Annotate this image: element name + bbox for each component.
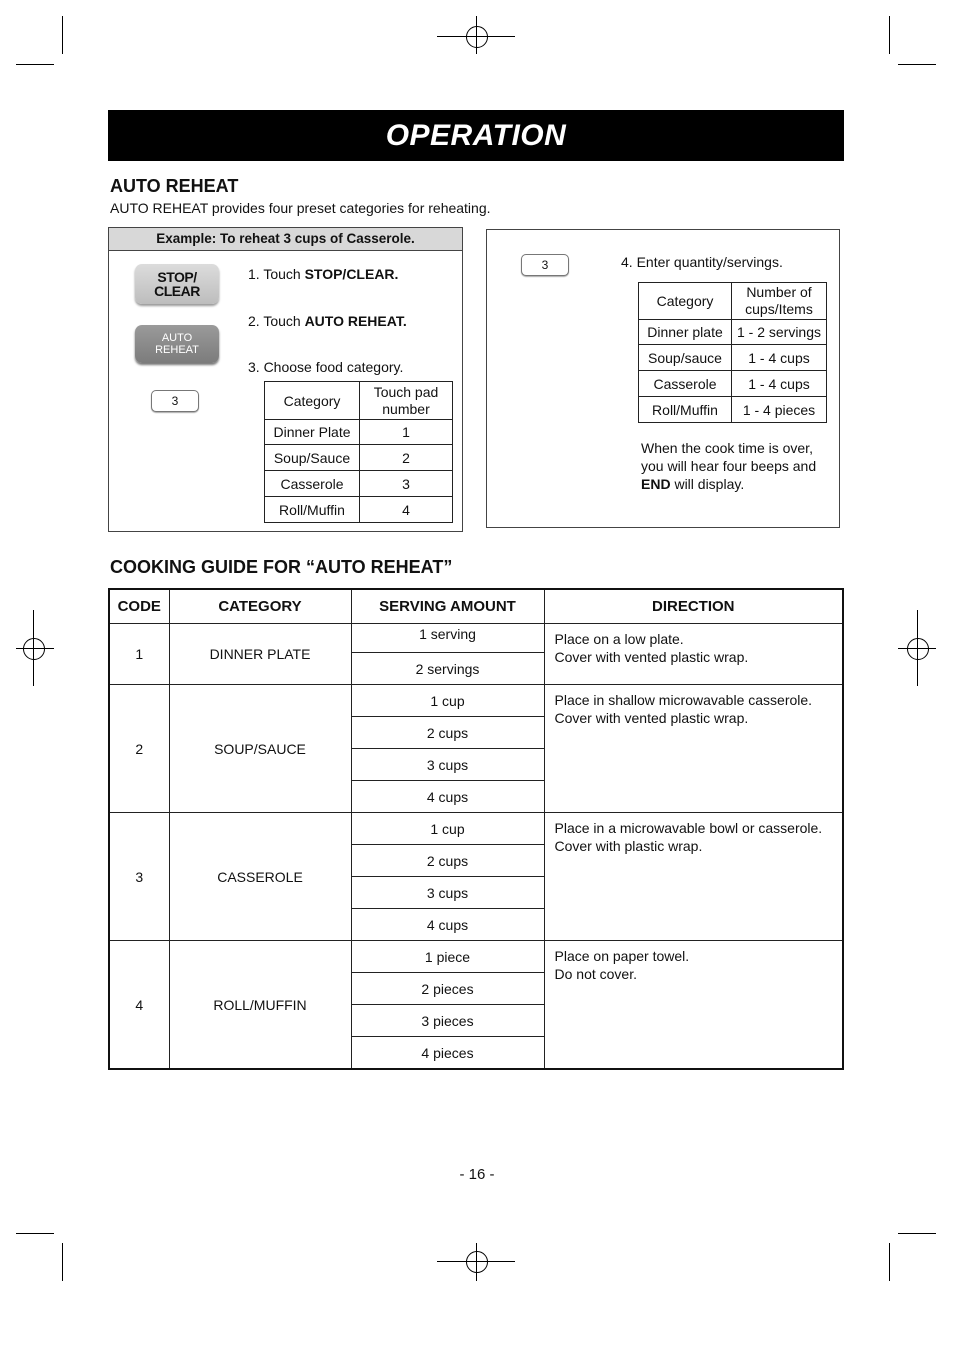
table-row [265,471,453,497]
code-cell: 2 [109,685,169,813]
table-header-row [265,382,453,420]
stop-clear-key-line2: CLEAR [154,283,200,299]
table-header: CATEGORY [169,589,351,624]
direction-cell: Place on a low plate. Cover with vented plastic wrap. [544,624,843,685]
amount-cell: 4 cups [351,781,544,813]
stop-clear-key[interactable] [135,264,219,304]
direction-cell: Place in a microwavable bowl or casserole. Cover with plastic wrap. [544,813,843,941]
table-cell: 1 - 4 pieces [732,397,827,423]
table-cell: Casserole [639,371,732,397]
number-key-3[interactable]: 3 [151,390,199,412]
end-note [641,439,816,493]
table-row [639,345,827,371]
table-cell: 1 - 4 cups [732,345,827,371]
table-cell: 1 [360,420,453,445]
page-number: - 16 - [459,1166,495,1183]
direction-cell: Place in shallow microwavable casserole. Cover with vented plastic wrap. [544,685,843,813]
cooking-guide-table [108,588,844,1070]
amount-cell: 3 pieces [351,1005,544,1037]
table-header: Touch pad number [360,382,453,420]
table-header-row [639,283,827,320]
table-cell: Soup/Sauce [265,445,360,471]
amount-cell: 4 cups [351,909,544,941]
table-cell: Dinner plate [639,320,732,345]
table-cell: Roll/Muffin [265,497,360,523]
cooking-guide-heading: COOKING GUIDE FOR “AUTO REHEAT” [110,557,453,577]
amount-cell: 1 cup [351,685,544,717]
table-header: Category [639,283,732,320]
table-cell: 4 [360,497,453,523]
page-banner-title: OPERATION [108,110,844,161]
amount-cell: 3 cups [351,749,544,781]
table-cell: Roll/Muffin [639,397,732,423]
direction-cell: Place on paper towel. Do not cover. [544,941,843,1070]
auto-reheat-key-line2: REHEAT [155,344,199,356]
table-cell: 2 [360,445,453,471]
table-row [639,397,827,423]
table-row [109,624,843,653]
table-header-row [109,589,843,624]
amount-cell: 2 servings [351,653,544,685]
table-row [109,941,843,973]
table-cell: Dinner Plate [265,420,360,445]
auto-reheat-key[interactable] [135,325,219,363]
table-cell: 1 - 4 cups [732,371,827,397]
amount-cell: 1 serving [351,624,544,653]
auto-reheat-key-line1: AUTO [161,332,193,344]
code-cell: 1 [109,624,169,685]
table-header: SERVING AMOUNT [351,589,544,624]
category-cell: ROLL/MUFFIN [169,941,351,1070]
amount-cell: 1 piece [351,941,544,973]
table-cell: 3 [360,471,453,497]
end-note-line2: you will hear four beeps and [641,458,817,474]
step-4: 4. Enter quantity/servings. [621,254,783,270]
table-row [265,420,453,445]
step-3: 3. Choose food category. [248,359,404,375]
table-row [109,813,843,845]
number-key-3[interactable]: 3 [521,254,569,276]
table-cell: 1 - 2 servings [732,320,827,345]
category-cell: SOUP/SAUCE [169,685,351,813]
table-header: Number of cups/Items [732,283,827,320]
table-header: Category [265,382,360,420]
code-cell: 4 [109,941,169,1070]
code-cell: 3 [109,813,169,941]
amount-cell: 1 cup [351,813,544,845]
table-cell: Casserole [265,471,360,497]
amount-cell: 2 pieces [351,973,544,1005]
auto-reheat-intro: AUTO REHEAT provides four preset categories for reheating. [110,200,491,216]
amount-cell: 4 pieces [351,1037,544,1070]
step-1: 1. Touch STOP/CLEAR. [248,266,399,282]
end-note-line3: END will display. [641,476,745,492]
table-row [639,320,827,345]
table-cell: Soup/sauce [639,345,732,371]
auto-reheat-heading: AUTO REHEAT [110,176,239,196]
category-cell: DINNER PLATE [169,624,351,685]
category-cell: CASSEROLE [169,813,351,941]
stop-clear-key-line1: STOP/ [157,269,197,285]
step-2: 2. Touch AUTO REHEAT. [248,313,407,329]
table-header: CODE [109,589,169,624]
quantity-table [638,282,827,423]
table-row [265,445,453,471]
table-row [109,685,843,717]
table-row [265,497,453,523]
example-title: Example: To reheat 3 cups of Casserole. [109,228,462,251]
amount-cell: 3 cups [351,877,544,909]
table-header: DIRECTION [544,589,843,624]
amount-cell: 2 cups [351,717,544,749]
amount-cell: 2 cups [351,845,544,877]
category-table [264,381,453,523]
table-row [639,371,827,397]
end-note-line1: When the cook time is over, [641,440,813,456]
